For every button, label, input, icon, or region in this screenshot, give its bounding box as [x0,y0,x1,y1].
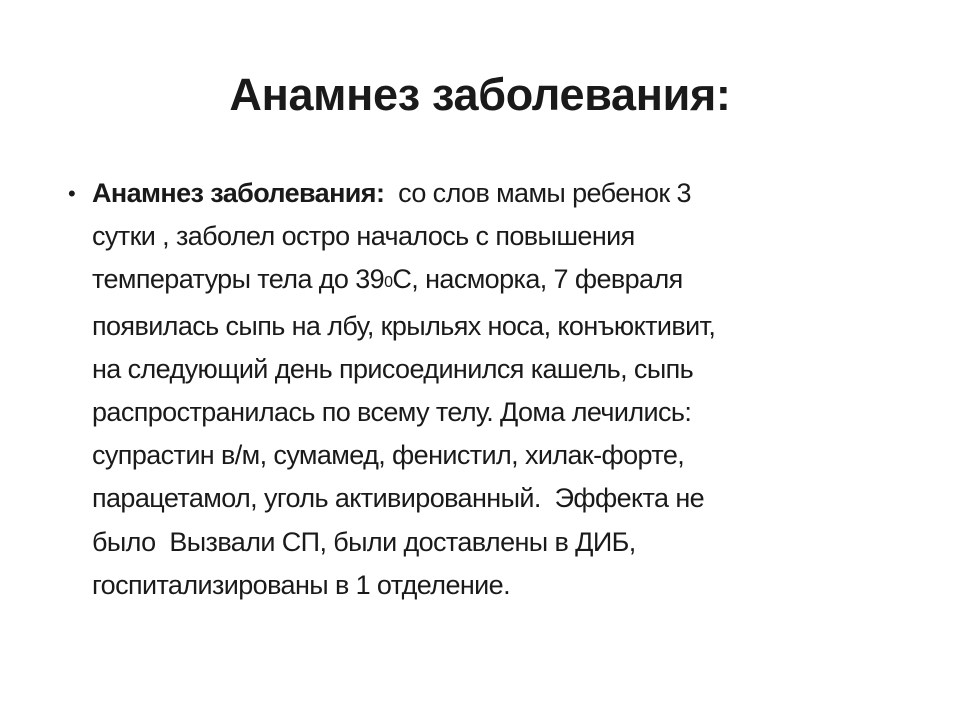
degree-superscript: 0 [384,274,393,292]
bullet-line-9: было Вызвали СП, были доставлены в ДИБ, [92,526,636,557]
bullet-item [66,172,866,607]
bullet-line-3 [92,258,866,304]
bullet-line-6: распространилась по всему телу. Дома лечились: [92,397,692,428]
bullet-lead: Анамнез заболевания: [92,178,385,208]
bullet-dot-icon: • [68,181,76,206]
bullet-line-1 [92,172,866,215]
slide-content [66,172,866,607]
bullet-line-10: госпитализированы в 1 отделение. [92,569,510,600]
bullet-line-7: супрастин в/м, сумамед, фенистил, хилак-форте, [92,440,685,471]
bullet-line-3-a: температуры тела до 39 [92,264,385,295]
bullet-line-1-text: со слов мамы ребенок 3 [384,178,691,208]
bullet-line-2: сутки , заболел остро началось с повышения [92,221,635,252]
bullet-line-5: на следующий день присоединился кашель, сыпь [92,353,694,384]
bullet-line-8: парацетамол, уголь активированный. Эффекта не [92,483,705,514]
bullet-line-3-b: С, насморка, 7 февраля [392,264,683,295]
bullet-line-4: появилась сыпь на лбу, крыльях носа, конъюктивит, [92,310,716,341]
slide-title: Анамнез заболевания: [229,69,731,120]
